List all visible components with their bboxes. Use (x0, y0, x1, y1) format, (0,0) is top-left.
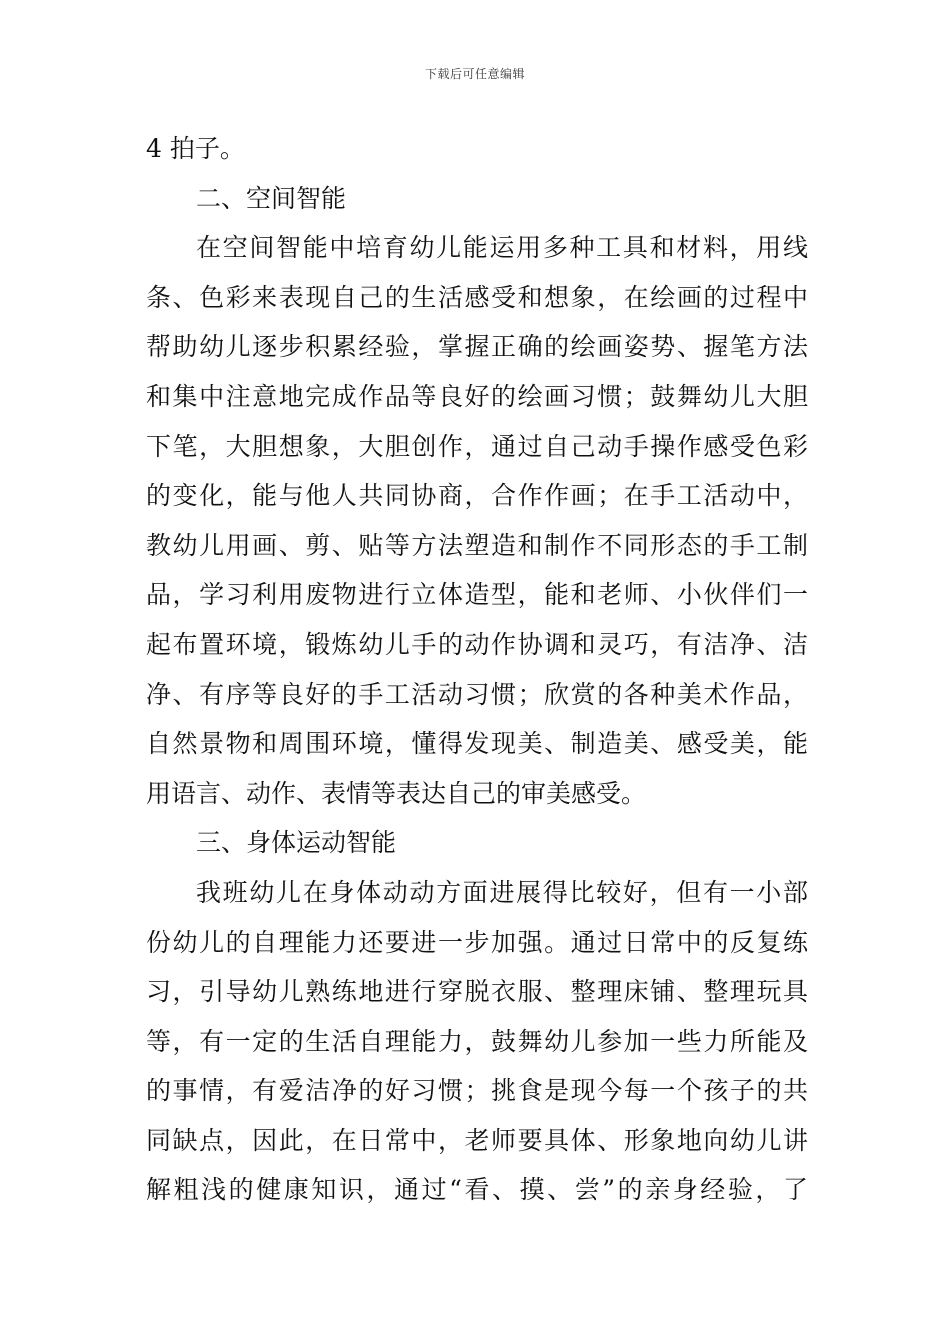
paragraph-line: 品，学习利用废物进行立体造型，能和老师、小伙伴们一 (146, 580, 808, 610)
paragraph-line: 在空间智能中培育幼儿能运用多种工具和材料，用线 (196, 233, 808, 263)
paragraph-line: 的事情，有爱洁净的好习惯；挑食是现今每一个孩子的共 (146, 1076, 808, 1106)
paragraph-line: 帮助幼儿逐步积累经验，掌握正确的绘画姿势、握笔方法 (146, 332, 808, 362)
page-header: 下载后可任意编辑 (424, 67, 525, 81)
paragraph-line: 下笔，大胆想象，大胆创作，通过自己动手操作感受色彩 (146, 431, 808, 461)
paragraph-line: 解粗浅的健康知识，通过“看、摸、尝”的亲身经验，了 (146, 1175, 808, 1205)
document-body (146, 124, 808, 1215)
paragraph-line: 起布置环境，锻炼幼儿手的动作协调和灵巧，有洁净、洁 (146, 629, 808, 659)
section-heading-spatial: 二、空间智能 (196, 183, 347, 213)
paragraph-line: 的变化，能与他人共同协商，合作作画；在手工活动中， (146, 481, 808, 511)
paragraph-line: 习，引导幼儿熟练地进行穿脱衣服、整理床铺、整理玩具 (146, 977, 808, 1007)
paragraph-line: 自然景物和周围环境，懂得发现美、制造美、感受美，能 (146, 729, 808, 759)
paragraph-line: 同缺点，因此，在日常中，老师要具体、形象地向幼儿讲 (146, 1125, 808, 1155)
paragraph-line: 净、有序等良好的手工活动习惯；欣赏的各种美术作品， (146, 679, 808, 709)
paragraph-line: 用语言、动作、表情等表达自己的审美感受。 (146, 778, 647, 808)
paragraph-line: 教幼儿用画、剪、贴等方法塑造和制作不同形态的手工制 (146, 530, 808, 560)
paragraph-line: 4 拍子。 (146, 134, 245, 163)
section-heading-body-movement: 三、身体运动智能 (196, 828, 397, 858)
paragraph-line: 等，有一定的生活自理能力，鼓舞幼儿参加一些力所能及 (146, 1026, 808, 1056)
paragraph-line: 我班幼儿在身体动动方面进展得比较好，但有一小部 (196, 877, 808, 907)
paragraph-line: 份幼儿的自理能力还要进一步加强。通过日常中的反复练 (146, 927, 808, 957)
paragraph-line: 条、色彩来表现自己的生活感受和想象，在绘画的过程中 (146, 282, 808, 312)
paragraph-line: 和集中注意地完成作品等良好的绘画习惯；鼓舞幼儿大胆 (146, 381, 808, 411)
